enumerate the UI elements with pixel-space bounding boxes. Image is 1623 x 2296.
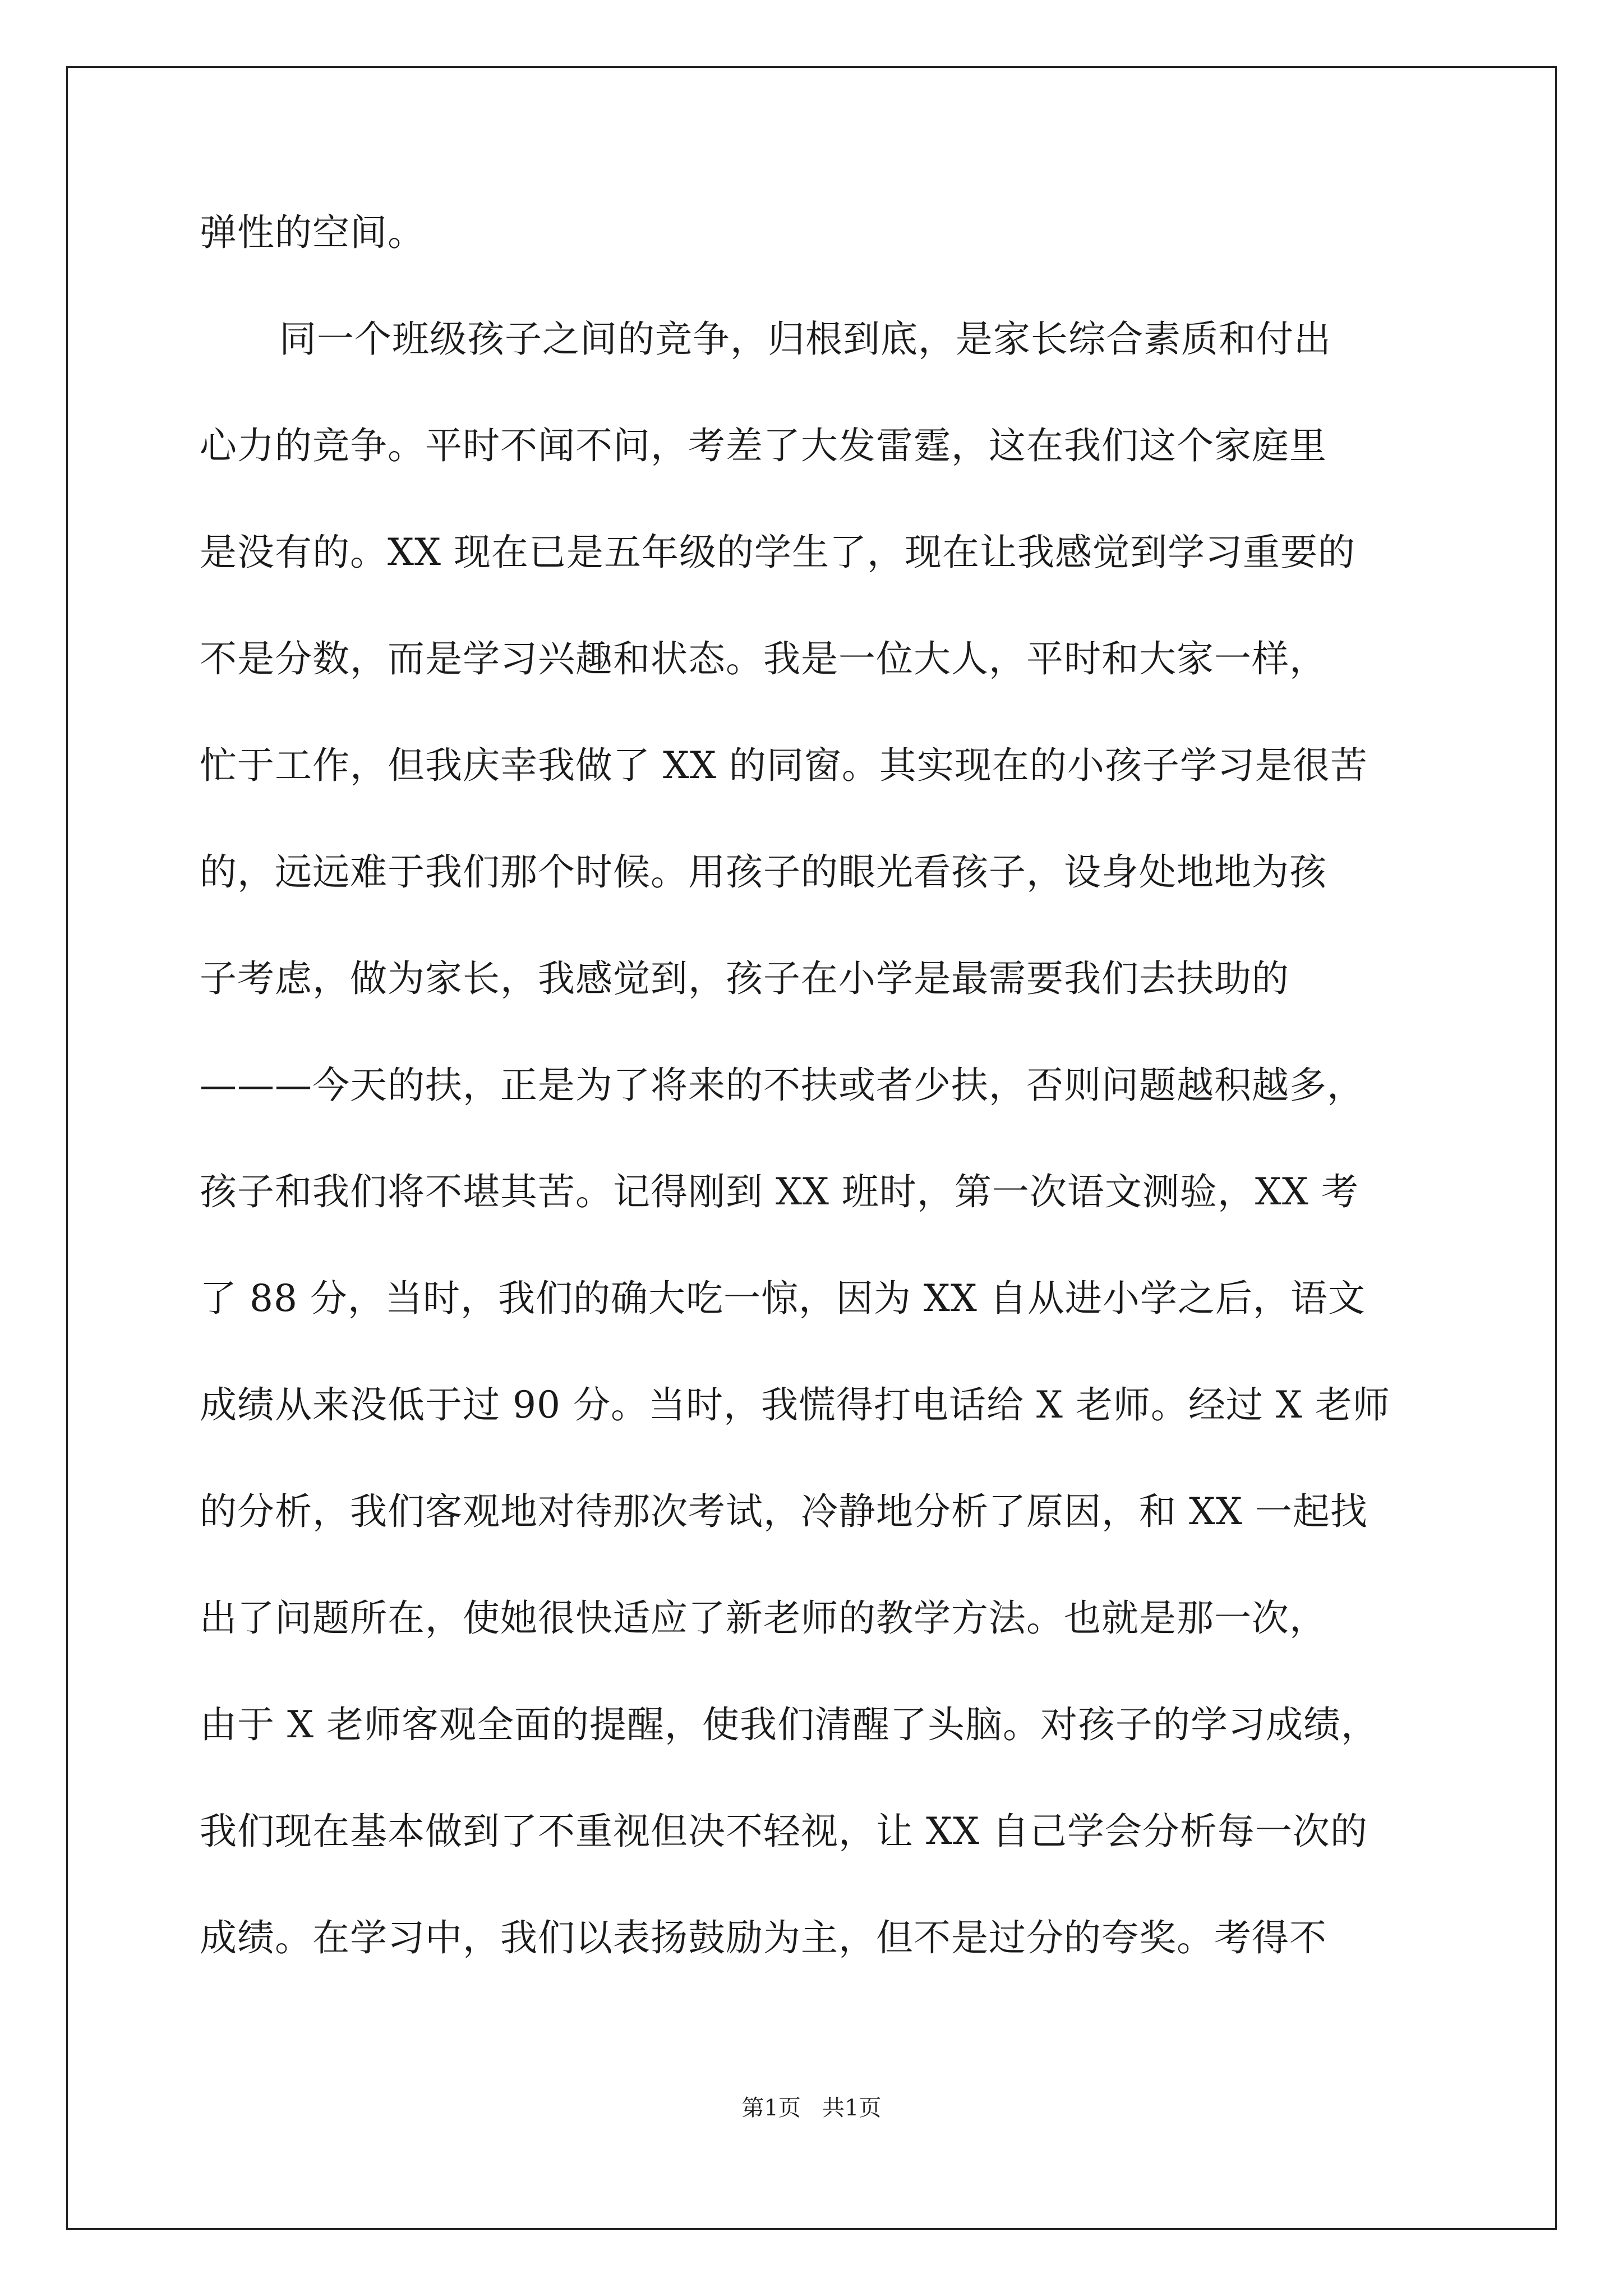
text-line: ———今天的扶，正是为了将来的不扶或者少扶，否则问题越积越多， (200, 1064, 1364, 1107)
page-number: 第1页 共1页 (741, 2095, 882, 2121)
text-line: 心力的竞争。平时不闻不问，考差了大发雷霆，这在我们这个家庭里 (200, 424, 1327, 467)
text-line: 弹性的空间。 (200, 211, 425, 254)
text-line: 的分析，我们客观地对待那次考试，冷静地分析了原因，和 XX 一起找 (200, 1490, 1368, 1533)
text-line: 同一个班级孩子之间的竞争，归根到底，是家长综合素质和付出 (279, 318, 1331, 361)
text-line: 子考虑，做为家长，我感觉到，孩子在小学是最需要我们去扶助的 (200, 957, 1289, 1000)
text-line: 的，远远难于我们那个时候。用孩子的眼光看孩子，设身处地地为孩 (200, 850, 1327, 894)
text-line: 我们现在基本做到了不重视但决不轻视，让 XX 自己学会分析每一次的 (200, 1810, 1368, 1853)
text-line: 由于 X 老师客观全面的提醒，使我们清醒了头脑。对孩子的学习成绩， (200, 1703, 1378, 1746)
text-line: 成绩。在学习中，我们以表扬鼓励为主，但不是过分的夸奖。考得不 (200, 1916, 1327, 1959)
text-line: 是没有的。XX 现在已是五年级的学生了，现在让我感觉到学习重要的 (200, 531, 1355, 574)
text-line: 成绩从来没低于过 90 分。当时，我慌得打电话给 X 老师。经过 X 老师 (200, 1383, 1390, 1427)
text-line: 出了问题所在，使她很快适应了新老师的教学方法。也就是那一次， (200, 1596, 1327, 1640)
text-line: 忙于工作，但我庆幸我做了 XX 的同窗。其实现在的小孩子学习是很苦 (200, 744, 1368, 787)
text-line: 不是分数，而是学习兴趣和状态。我是一位大人，平时和大家一样， (200, 637, 1327, 680)
text-line: 了 88 分，当时，我们的确大吃一惊，因为 XX 自从进小学之后，语文 (200, 1277, 1366, 1320)
text-line: 孩子和我们将不堪其苦。记得刚到 XX 班时，第一次语文测验，XX 考 (200, 1170, 1359, 1213)
